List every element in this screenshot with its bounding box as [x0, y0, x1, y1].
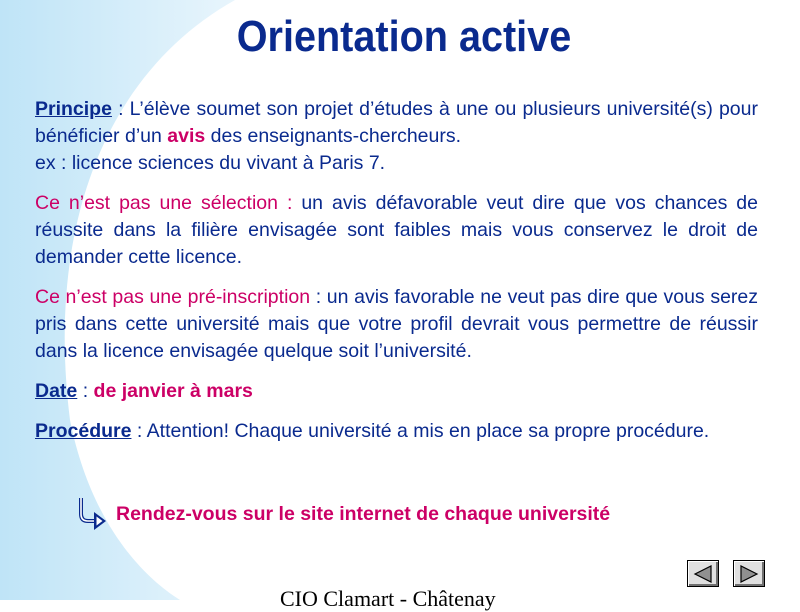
principe-text-2: des enseignants-chercheurs.	[205, 125, 462, 147]
triangle-left-icon	[692, 565, 714, 583]
example-line: ex : licence sciences du vivant à Paris 7.	[35, 152, 386, 174]
principe-paragraph	[35, 96, 758, 150]
procedure-label: Procédure	[35, 420, 132, 442]
footer-text: CIO Clamart - Châtenay	[280, 586, 496, 611]
procedure-separator: :	[131, 420, 147, 442]
cta-line	[78, 496, 610, 532]
selection-lead: Ce n’est pas une sélection :	[35, 192, 293, 214]
principe-text-1: L’élève soumet son projet d’études à une ou plusieurs université(s) pour bénéficier d’un	[35, 98, 758, 147]
preinscription-lead: Ce n’est pas une pré-inscription	[35, 286, 311, 308]
slide-body	[35, 96, 758, 458]
next-slide-button[interactable]	[733, 560, 765, 587]
procedure-text: Attention! Chaque université a mis en place sa propre procédure.	[146, 420, 710, 442]
preinscription-paragraph	[35, 284, 758, 365]
avis-keyword: avis	[167, 125, 206, 147]
principe-label: Principe	[35, 98, 112, 120]
date-value: de janvier à mars	[93, 380, 253, 402]
prev-slide-button[interactable]	[687, 560, 719, 587]
selection-text: un avis défavorable veut dire que vos chances de réussite dans la filière envisagée sont faibles mais vous conservez le droit de demander cette licence.	[35, 192, 759, 268]
procedure-paragraph	[35, 418, 758, 445]
slide-title: Orientation active	[236, 12, 572, 61]
principe-separator: :	[111, 98, 130, 120]
curved-arrow-icon	[78, 496, 108, 532]
date-separator: :	[77, 380, 94, 402]
date-paragraph	[35, 378, 758, 405]
cta-text: Rendez-vous sur le site internet de chaque université	[116, 502, 611, 525]
triangle-right-icon	[738, 565, 760, 583]
selection-paragraph	[35, 190, 758, 271]
date-label: Date	[35, 380, 78, 402]
preinscription-text: : un avis favorable ne veut pas dire que vous serez pris dans cette université mais que votre profil devrait vous permettre de réussir dans la licence envisagée quelque soit l’université.	[35, 286, 759, 362]
